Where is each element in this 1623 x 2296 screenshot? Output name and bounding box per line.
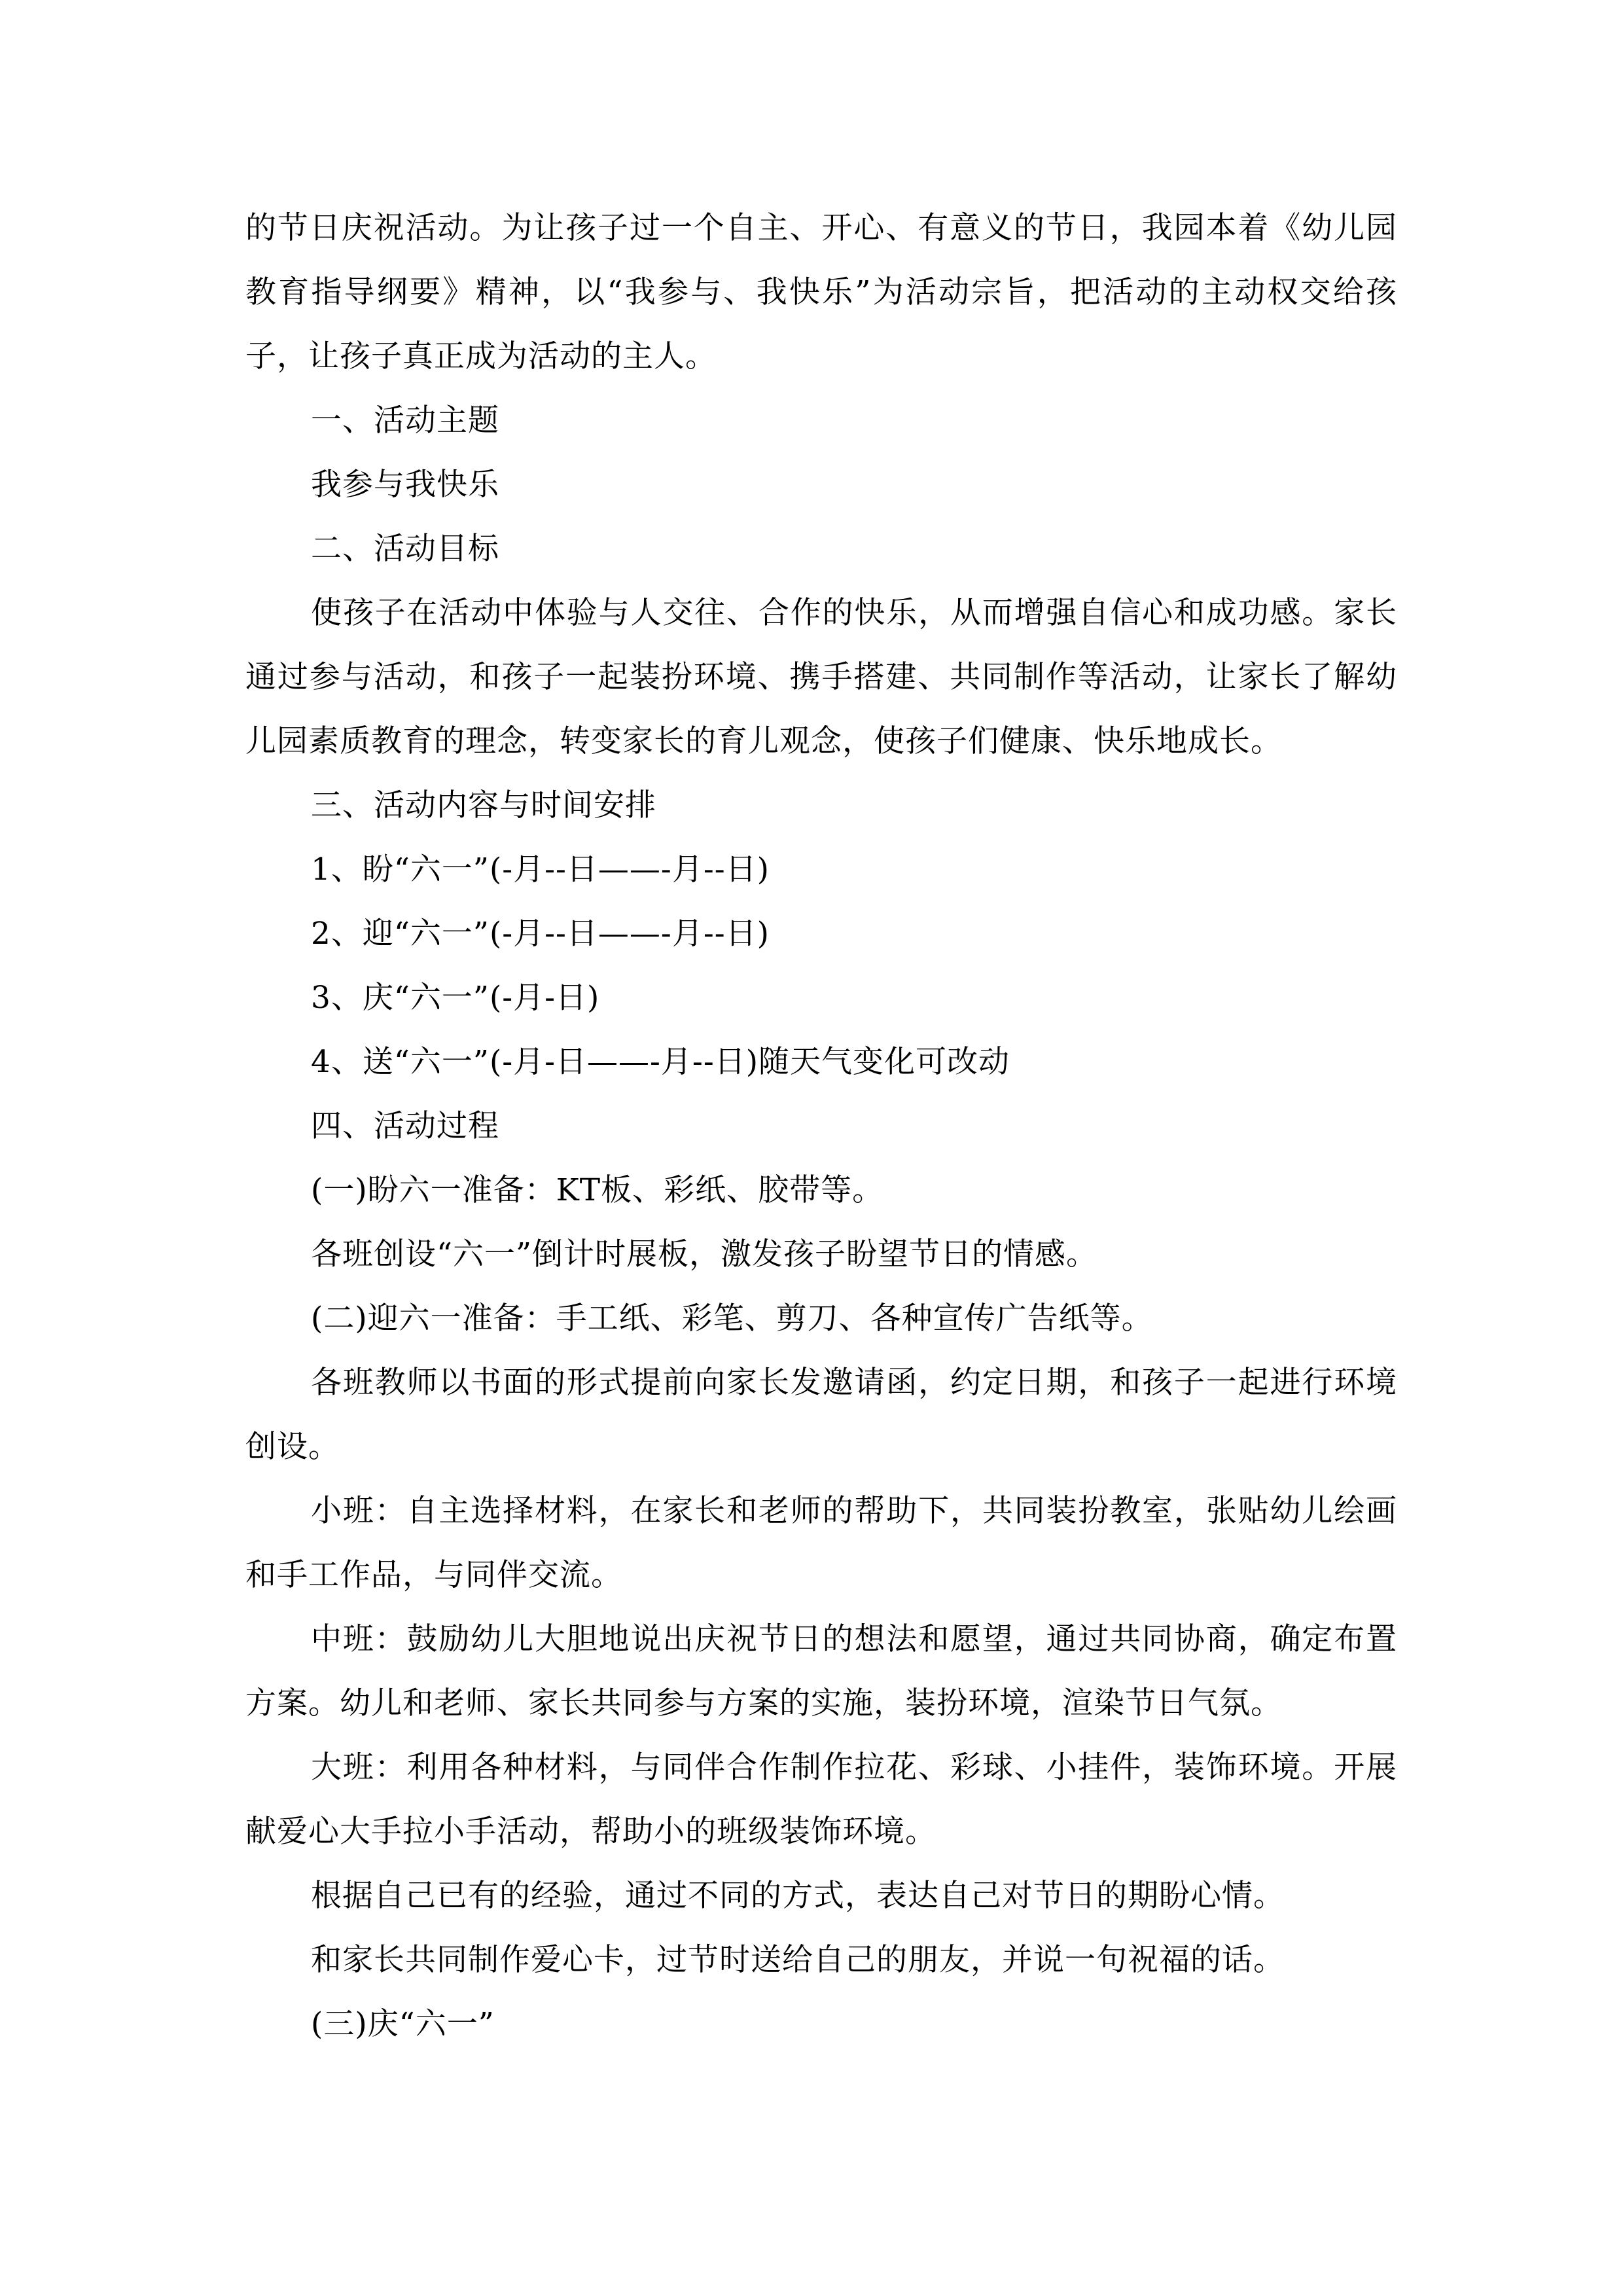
paragraph-middle-class: 中班：鼓励幼儿大胆地说出庆祝节日的想法和愿望，通过共同协商，确定布置方案。幼儿和老师、家长共同参与方案的实施，装扮环境，渲染节日气氛。 — [245, 1621, 1397, 1721]
schedule-item-2: 2、迎“六一”(-月--日——-月--日) — [311, 916, 770, 952]
paragraph-countdown-board: 各班创设“六一”倒计时展板，激发孩子盼望节日的情感。 — [311, 1236, 1098, 1272]
paragraph-goals: 使孩子在活动中体验与人交往、合作的快乐，从而增强自信心和成功感。家长通过参与活动，和孩子一起装扮环境、携手搭建、共同制作等活动，让家长了解幼儿园素质教育的理念，转变家长的育儿观念，使孩子们健康、快乐地成长。 — [245, 595, 1397, 759]
paragraph-theme: 我参与我快乐 — [311, 467, 499, 503]
heading-content-schedule: 三、活动内容与时间安排 — [311, 787, 656, 823]
process-part-1-prep: (一)盼六一准备：KT板、彩纸、胶带等。 — [311, 1172, 884, 1208]
schedule-item-3: 3、庆“六一”(-月-日) — [311, 980, 600, 1016]
document-body — [245, 196, 1397, 2056]
heading-activity-goals: 二、活动目标 — [311, 531, 499, 567]
process-part-3-heading: (三)庆“六一” — [311, 2006, 495, 2042]
paragraph-love-cards: 和家长共同制作爱心卡，过节时送给自己的朋友，并说一句祝福的话。 — [311, 1942, 1285, 1978]
paragraph-express-feelings: 根据自己已有的经验，通过不同的方式，表达自己对节日的期盼心情。 — [311, 1878, 1285, 1914]
paragraph-intro-continued: 的节日庆祝活动。为让孩子过一个自主、开心、有意义的节日，我园本着《幼儿园教育指导纲要》精神，以“我参与、我快乐”为活动宗旨，把活动的主动权交给孩子，让孩子真正成为活动的主人。 — [245, 210, 1397, 374]
paragraph-invitations: 各班教师以书面的形式提前向家长发邀请函，约定日期，和孩子一起进行环境创设。 — [245, 1365, 1397, 1465]
paragraph-big-class: 大班：利用各种材料，与同伴合作制作拉花、彩球、小挂件，装饰环境。开展献爱心大手拉小手活动，帮助小的班级装饰环境。 — [245, 1749, 1397, 1850]
heading-activity-theme: 一、活动主题 — [311, 403, 499, 439]
heading-activity-process: 四、活动过程 — [311, 1108, 499, 1144]
schedule-item-4: 4、送“六一”(-月-日——-月--日)随天气变化可改动 — [311, 1044, 1010, 1080]
paragraph-small-class: 小班：自主选择材料，在家长和老师的帮助下，共同装扮教室，张贴幼儿绘画和手工作品，与同伴交流。 — [245, 1493, 1397, 1593]
process-part-2-prep: (二)迎六一准备：手工纸、彩笔、剪刀、各种宣传广告纸等。 — [311, 1300, 1153, 1336]
schedule-item-1: 1、盼“六一”(-月--日——-月--日) — [311, 852, 770, 888]
